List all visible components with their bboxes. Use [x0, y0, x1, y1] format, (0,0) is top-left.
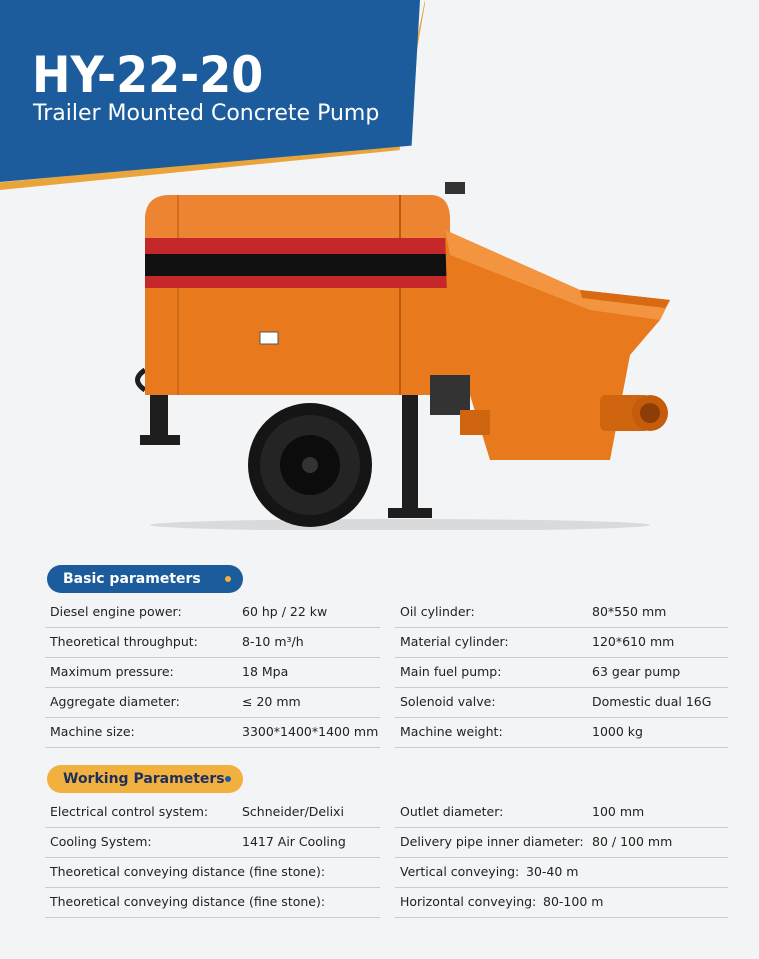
- param-value: 100 mm: [592, 804, 645, 819]
- param-label: Horizontal conveying:: [400, 894, 537, 909]
- table-row: [395, 597, 728, 628]
- param-label: Vertical conveying:: [400, 864, 520, 879]
- table-row: [45, 887, 380, 918]
- table-row: [395, 687, 728, 718]
- basic-parameters-heading: [47, 565, 243, 593]
- table-row: [395, 717, 728, 748]
- param-label: Main fuel pump:: [400, 664, 502, 679]
- param-label: Cooling System:: [50, 834, 152, 849]
- param-label: Delivery pipe inner diameter:: [400, 834, 584, 849]
- page-subtitle: Trailer Mounted Concrete Pump: [33, 101, 380, 126]
- param-value: 80-100 m: [543, 894, 604, 909]
- param-label: Maximum pressure:: [50, 664, 174, 679]
- param-value: Domestic dual 16G: [592, 694, 712, 709]
- basic-parameters-label: Basic parameters: [63, 571, 201, 587]
- table-row: [395, 657, 728, 688]
- param-label: Theoretical conveying distance (fine stone):: [50, 864, 326, 879]
- page-title: HY-22-20: [32, 46, 264, 104]
- table-row: [395, 797, 728, 828]
- param-value: 80*550 mm: [592, 604, 667, 619]
- param-value: 1000 kg: [592, 724, 643, 739]
- param-value: 3300*1400*1400 mm: [242, 724, 379, 739]
- working-parameters-heading: [47, 765, 243, 793]
- param-value: 1417 Air Cooling: [242, 834, 346, 849]
- param-value: 80 / 100 mm: [592, 834, 673, 849]
- table-row: [395, 887, 728, 918]
- concrete-pump-image: [130, 180, 680, 530]
- table-row: [45, 857, 380, 888]
- param-label: Solenoid valve:: [400, 694, 496, 709]
- param-label: Aggregate diameter:: [50, 694, 180, 709]
- table-row: [45, 717, 380, 748]
- table-row: [45, 797, 380, 828]
- table-row: [395, 627, 728, 658]
- table-row: [45, 827, 380, 858]
- table-row: [45, 657, 380, 688]
- table-row: [45, 687, 380, 718]
- param-label: Outlet diameter:: [400, 804, 504, 819]
- table-row: [45, 627, 380, 658]
- param-value: 120*610 mm: [592, 634, 675, 649]
- table-row: [395, 857, 728, 888]
- param-label: Machine size:: [50, 724, 135, 739]
- param-value: 60 hp / 22 kw: [242, 604, 328, 619]
- dot-icon: [225, 576, 231, 582]
- dot-icon: [225, 776, 231, 782]
- param-label: Machine weight:: [400, 724, 503, 739]
- param-label: Theoretical conveying distance (fine stone):: [50, 894, 326, 909]
- param-value: 30-40 m: [526, 864, 579, 879]
- param-label: Material cylinder:: [400, 634, 509, 649]
- param-value: 63 gear pump: [592, 664, 681, 679]
- param-value: 8-10 m³/h: [242, 634, 304, 649]
- param-label: Electrical control system:: [50, 804, 209, 819]
- param-value: 18 Mpa: [242, 664, 289, 679]
- param-label: Diesel engine power:: [50, 604, 182, 619]
- param-value: ≤ 20 mm: [242, 694, 301, 709]
- param-label: Oil cylinder:: [400, 604, 475, 619]
- param-value: Schneider/Delixi: [242, 804, 344, 819]
- table-row: [45, 597, 380, 628]
- param-label: Theoretical throughput:: [50, 634, 198, 649]
- working-parameters-label: Working Parameters: [63, 771, 225, 787]
- table-row: [395, 827, 728, 858]
